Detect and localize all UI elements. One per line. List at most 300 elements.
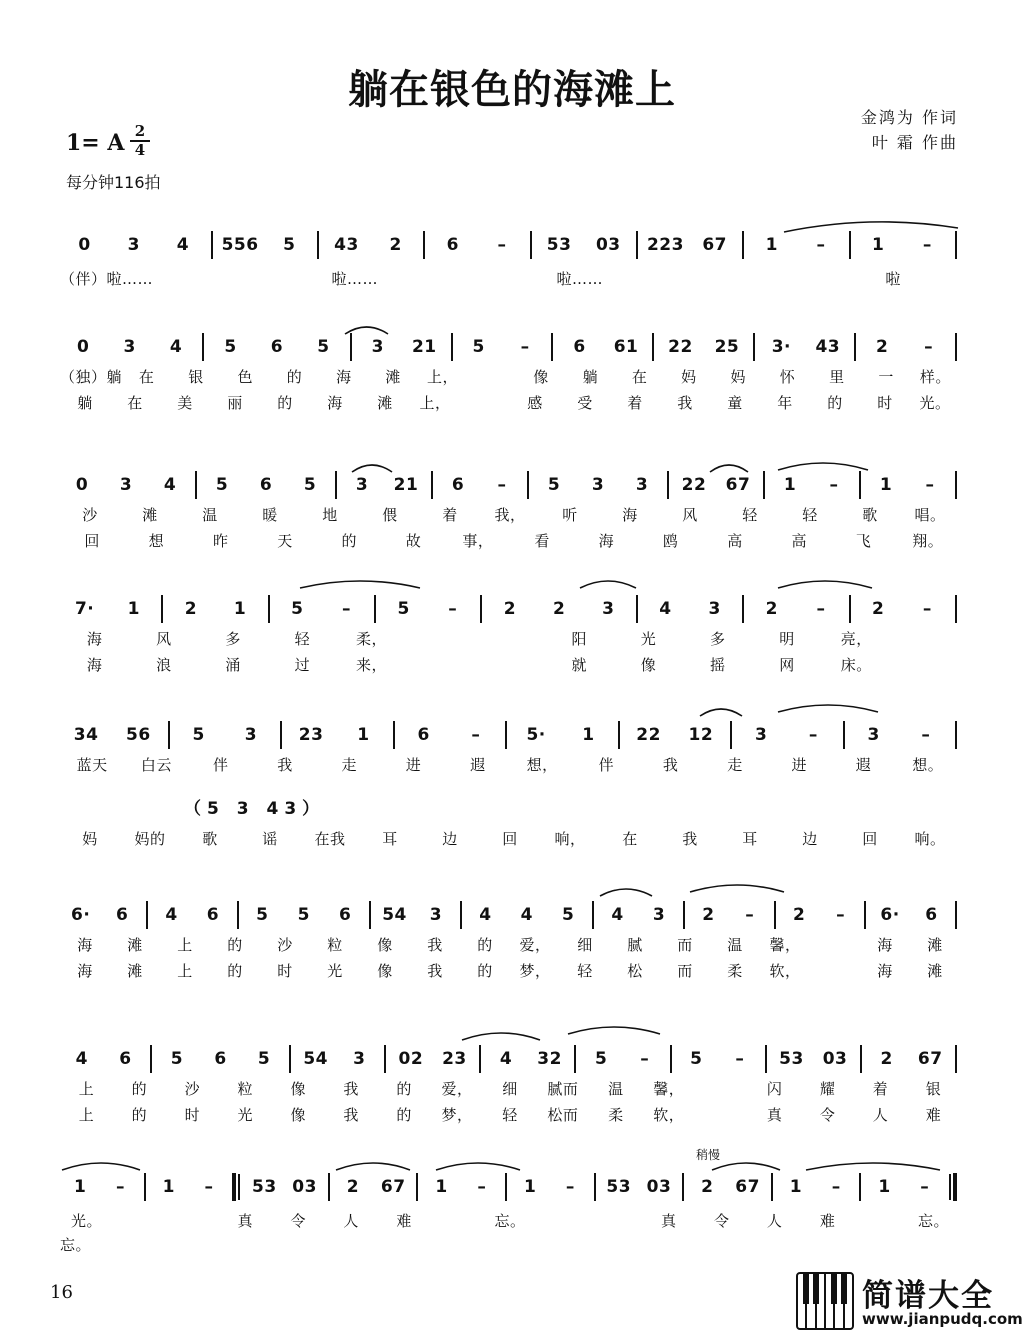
barline [849, 231, 851, 259]
note: 3· [771, 337, 791, 357]
barline [955, 333, 957, 361]
note: 23 [442, 1049, 467, 1069]
lyric-syllable: 故 [405, 532, 422, 550]
note: 1 [765, 235, 778, 255]
lyric-syllable: 年 [777, 394, 793, 412]
slur-arc [690, 885, 784, 892]
dash-extension: – [735, 1049, 745, 1069]
note: 4 [165, 905, 178, 925]
note: 6 [446, 235, 459, 255]
lyric-line [60, 392, 960, 413]
lyric-syllable [460, 392, 510, 413]
lyric-syllable: 的 [396, 1080, 412, 1098]
note: 67 [702, 235, 727, 255]
slur-arc [436, 1163, 520, 1170]
note: 53 [546, 235, 572, 255]
note: 2 [701, 1177, 714, 1197]
lyric-line [60, 960, 960, 981]
lyric-syllable: 海 [327, 394, 343, 412]
barline [168, 721, 170, 749]
lyric-syllable: 像 [290, 1106, 306, 1124]
lyric-syllable [467, 268, 512, 289]
barline [505, 721, 507, 749]
dash-extension: – [829, 475, 839, 495]
lyric-syllable: 细 [502, 1080, 518, 1098]
lyric-syllable: 妈 [82, 830, 98, 848]
dash-extension: – [922, 599, 932, 619]
lyric-syllable: 我 [682, 830, 698, 848]
lyric-syllable: 走 [341, 756, 358, 774]
dash-extension: – [471, 725, 481, 745]
lyric-syllable: 海 [86, 630, 103, 648]
lyric-syllable: 明 [779, 630, 795, 648]
barline [854, 333, 856, 361]
lyric-syllable: 像 [377, 936, 393, 954]
lyric-syllable: 在 [127, 394, 143, 412]
barline [859, 471, 861, 499]
lyric-syllable [512, 268, 557, 289]
note: 6 [338, 905, 352, 925]
lyric-syllable: 像 [533, 368, 549, 386]
lyric-syllable [810, 960, 860, 981]
lyricist-credit: 金鸿为 作词 [860, 108, 958, 127]
lyric-syllable: 听 [562, 506, 578, 524]
note: 2 [765, 599, 778, 619]
dash-extension: – [497, 235, 507, 255]
dash-extension: – [924, 337, 934, 357]
lyric-syllable: 妈的 [134, 830, 166, 848]
lyric-syllable: 像 [290, 1080, 306, 1098]
note: 3 [652, 905, 666, 925]
lyric-syllable: 的 [827, 394, 843, 412]
barline [765, 1045, 767, 1073]
lyric-line [60, 1078, 960, 1099]
lyric-syllable [475, 628, 544, 649]
lyric-syllable: 天 [277, 532, 293, 550]
note: 1 [582, 725, 595, 745]
lyric-syllable: 丽 [227, 394, 243, 412]
barline [594, 1173, 596, 1201]
lyric-syllable: 的 [341, 532, 358, 550]
slur-arc [336, 1163, 410, 1170]
lyric-syllable: 飞 [855, 532, 872, 550]
barline [146, 901, 148, 929]
barline [237, 901, 239, 929]
note: 56 [126, 725, 151, 745]
lyric-syllable: 看 [534, 532, 550, 550]
lyric-syllable [891, 628, 960, 649]
lyric-syllable: 轻 [802, 506, 818, 524]
barline [289, 1045, 291, 1073]
lyric-syllable: 昨 [212, 532, 229, 550]
note: 4 [659, 599, 672, 619]
lyric-syllable [737, 268, 782, 289]
lyric-syllable: 美 [177, 394, 193, 412]
note: 2 [346, 1177, 360, 1197]
lyric-syllable: 躺 [582, 368, 599, 386]
note: 2 [389, 235, 402, 255]
dash-extension: – [921, 725, 931, 745]
lyric-syllable: 而 [677, 962, 693, 980]
dash-extension: – [565, 1177, 575, 1197]
lyric-syllable: 滩 [377, 394, 393, 412]
note: 21 [393, 475, 419, 495]
note: 2 [876, 337, 889, 357]
note: 2 [184, 599, 198, 619]
lyric-syllable: 涌 [225, 656, 241, 674]
note: 21 [411, 337, 437, 357]
barline [416, 1173, 418, 1201]
lyric-line [60, 628, 960, 649]
lyric-syllable: 沙 [277, 936, 293, 954]
lyric-syllable: 的 [477, 936, 493, 954]
barline [384, 1045, 386, 1073]
note: 5 [215, 475, 229, 495]
lyric-syllable: 松 [627, 962, 643, 980]
barline [551, 333, 553, 361]
dash-extension: – [497, 475, 507, 495]
lyric-syllable: 歌 [862, 506, 878, 524]
lyric-syllable: 滩 [927, 936, 943, 954]
lyric-syllable [891, 654, 960, 675]
note: 2 [552, 599, 566, 619]
slur-arc [600, 889, 652, 896]
slur-arc [568, 1027, 660, 1034]
barline [955, 231, 957, 259]
lyric-syllable: 走 [727, 756, 743, 774]
barline [670, 1045, 672, 1073]
barline [860, 1045, 862, 1073]
lyric-syllable: 而 [677, 936, 693, 954]
lyric-syllable: 的 [131, 1080, 148, 1098]
lyric-syllable: 海 [77, 936, 93, 954]
dash-extension: – [925, 475, 935, 495]
barline [505, 1173, 507, 1201]
time-signature [130, 124, 150, 158]
barline [864, 901, 866, 929]
note: 5 [291, 599, 304, 619]
lyric-syllable: 海 [622, 506, 638, 524]
lyric-line [60, 268, 960, 289]
lyric-syllable: 回 [502, 830, 518, 848]
note: 7· [74, 599, 95, 619]
note: 4 [520, 905, 533, 925]
lyric-syllable: 上 [78, 1106, 95, 1124]
composer-credit: 叶 霜 作曲 [871, 133, 958, 152]
dash-extension: – [115, 1177, 125, 1197]
note: 5 [283, 235, 296, 255]
lyric-syllable: 蓝天 [76, 756, 108, 774]
lyric-syllable: 着 [872, 1080, 889, 1098]
slur-arc [778, 705, 878, 712]
lyric-syllable [648, 268, 693, 289]
note: 3 [635, 475, 649, 495]
dash-extension: – [745, 905, 755, 925]
slur-arc [700, 709, 742, 716]
note: 6 [206, 905, 220, 925]
lyric-syllable: 啦 [885, 270, 901, 288]
lyric-syllable: 难 [396, 1212, 412, 1230]
lyric-syllable: 温 [202, 506, 218, 524]
dash-extension: – [204, 1177, 214, 1197]
note: 6 [119, 1049, 132, 1069]
lyric-syllable [695, 1078, 748, 1099]
lyric-syllable: （伴）啦…… [60, 270, 154, 288]
lyric-syllable: 多 [225, 630, 241, 648]
lyric-syllable: 一 [878, 368, 894, 386]
lyric-syllable [406, 654, 475, 675]
slur-arc [778, 581, 872, 588]
note: 34 [73, 725, 99, 745]
note: 1 [789, 1177, 803, 1197]
lyric-syllable: 温 [608, 1080, 624, 1098]
note: 6 [451, 475, 465, 495]
lyric-syllable: 软， [769, 962, 801, 980]
lyric-syllable: 的 [277, 394, 293, 412]
note: 1 [523, 1177, 537, 1197]
lyric-syllable [198, 268, 243, 289]
final-barline [953, 1173, 957, 1201]
lyric-syllable: 高 [727, 532, 743, 550]
lyric-syllable [695, 1104, 748, 1125]
lyric-syllable: 在 [622, 830, 638, 848]
dash-extension: – [831, 1177, 841, 1197]
lyric-syllable: 人 [343, 1212, 359, 1230]
lyric-syllable: 浪 [156, 656, 172, 674]
note: 223 [646, 235, 684, 255]
lyric-syllable: 难 [925, 1106, 942, 1124]
notation-row [60, 592, 960, 626]
note: 32 [537, 1049, 562, 1069]
note: 03 [292, 1177, 317, 1197]
lyric-syllable [378, 268, 423, 289]
lyric-syllable: 滩 [385, 368, 401, 386]
lyric-syllable: 温 [727, 936, 743, 954]
note: 556 [221, 235, 259, 255]
note: 5 [472, 337, 485, 357]
barline [592, 901, 594, 929]
lyric-syllable: 回 [84, 532, 100, 550]
lyric-syllable: 进 [405, 756, 422, 774]
lyric-syllable: 边 [442, 830, 458, 848]
barline [682, 1173, 684, 1201]
barline [849, 595, 851, 623]
note: 67 [380, 1177, 406, 1197]
note: 6· [71, 905, 91, 925]
lyric-syllable: 真 [766, 1106, 783, 1124]
barline [652, 333, 654, 361]
lyric-line [60, 1104, 960, 1125]
lyric-syllable: 多 [709, 630, 726, 648]
lyric-syllable: 馨， [769, 936, 801, 954]
lyric-syllable: 沙 [82, 506, 98, 524]
note: 03 [822, 1049, 848, 1069]
lyric-syllable: 真 [237, 1212, 254, 1230]
note: 3 [754, 725, 768, 745]
lyric-syllable: 事， [462, 532, 494, 550]
lyric-syllable [242, 268, 287, 289]
barline [683, 901, 685, 929]
lyric-syllable: 柔 [727, 962, 743, 980]
lyric-syllable: 里 [829, 368, 845, 386]
lyric-syllable [166, 1210, 219, 1231]
note: 54 [303, 1049, 329, 1069]
note: 4 [163, 475, 177, 495]
note: 3 [353, 1049, 366, 1069]
note: 6 [925, 905, 938, 925]
note: 3 [127, 235, 140, 255]
note: 0 [75, 475, 89, 495]
barline [150, 1045, 152, 1073]
lyric-syllable: 响， [554, 830, 586, 848]
note: 5 [303, 475, 317, 495]
barline [955, 1045, 957, 1073]
note: 22 [636, 725, 661, 745]
lyric-syllable: 上， [419, 394, 451, 412]
note: 53 [779, 1049, 804, 1069]
note: 4 [499, 1049, 513, 1069]
note: 12 [688, 725, 714, 745]
barline [574, 1045, 576, 1073]
note: 3 [123, 337, 136, 357]
lyric-syllable: 沙 [184, 1080, 201, 1098]
time-signature-bottom: 4 [134, 141, 146, 159]
note: 5 [397, 599, 410, 619]
brand-url: www.jianpudq.com [862, 1310, 1023, 1328]
lyric-syllable: 滩 [927, 962, 943, 980]
note: 1 [162, 1177, 175, 1197]
lyric-syllable [692, 268, 737, 289]
lyric-syllable: 细 [577, 936, 593, 954]
barline [636, 595, 638, 623]
barline [742, 595, 744, 623]
note: 5 [562, 905, 575, 925]
lyric-syllable: 着 [442, 506, 458, 524]
lyric-syllable: 像 [377, 962, 393, 980]
note: 61 [613, 337, 639, 357]
slur-arc [712, 1163, 780, 1170]
barline [374, 595, 376, 623]
lyric-syllable: 软， [653, 1106, 685, 1124]
lyric-syllable: 歌 [202, 830, 218, 848]
note: 03 [646, 1177, 672, 1197]
barline [753, 333, 755, 361]
barline [667, 471, 669, 499]
note: 4 [479, 905, 492, 925]
lyric-syllable: 翔。 [912, 532, 944, 550]
note: 5 [224, 337, 237, 357]
note: 5 [256, 905, 269, 925]
note: 2 [871, 599, 885, 619]
barline [195, 471, 197, 499]
lyric-syllable: 在 [631, 368, 648, 386]
barline [859, 1173, 861, 1201]
lyric-syllable [431, 1210, 484, 1231]
lyric-syllable [603, 268, 648, 289]
barline [431, 471, 433, 499]
note: 5 [547, 475, 561, 495]
lyric-syllable: 伴 [598, 756, 615, 774]
lyric-syllable: 令 [713, 1212, 730, 1230]
lyric-syllable: 轻 [742, 506, 758, 524]
note: 6 [115, 905, 129, 925]
lyric-syllable: 阳 [571, 630, 588, 648]
lyric-syllable: 的 [227, 962, 243, 980]
lyric-syllable: 上， [426, 368, 458, 386]
lyric-syllable: 的 [131, 1106, 148, 1124]
page-number: 16 [50, 1282, 73, 1303]
tempo-marking: 每分钟116拍 [66, 173, 161, 192]
lyric-syllable: 遐 [855, 756, 872, 774]
notation-row [60, 330, 960, 364]
lyric-syllable: 忘。 [917, 1212, 949, 1230]
barline [144, 1173, 146, 1201]
slur-arc [300, 581, 420, 588]
lyric-syllable: 想 [148, 532, 165, 550]
note: 6 [214, 1049, 227, 1069]
barline [317, 231, 319, 259]
lyric-line [60, 366, 960, 387]
lyric-syllable: 馨， [653, 1080, 685, 1098]
note: 1 [233, 599, 247, 619]
note: 6 [259, 475, 273, 495]
lyric-syllable: 童 [727, 394, 743, 412]
note: 67 [725, 475, 751, 495]
note: 2 [702, 905, 715, 925]
lyric-syllable: 柔， [356, 630, 388, 648]
barline [955, 721, 957, 749]
slur-arc [580, 581, 636, 588]
note: 3 [708, 599, 721, 619]
lyric-line [60, 654, 960, 675]
lyric-syllable: 遐 [470, 756, 486, 774]
lyric-syllable [826, 268, 871, 289]
lyric-syllable: 鸥 [662, 532, 679, 550]
lyric-syllable: 着 [627, 394, 643, 412]
barline [335, 471, 337, 499]
note: 3 [429, 905, 443, 925]
lyric-syllable: 妈 [681, 368, 697, 386]
slur-arc [62, 1163, 140, 1170]
notation-row [60, 468, 960, 502]
lyric-syllable: 耀 [819, 1080, 836, 1098]
note: 4 [611, 905, 624, 925]
lyric-syllable: 在 [138, 368, 155, 386]
lyric-line-extra: 忘。 [60, 1236, 92, 1254]
lyric-syllable: 伴 [212, 756, 229, 774]
dash-extension: – [920, 1177, 930, 1197]
note: 67 [917, 1049, 943, 1069]
lyric-syllable: 响。 [914, 830, 946, 848]
lyric-syllable: 真 [661, 1212, 677, 1230]
lyric-syllable: 银 [188, 368, 204, 386]
barline [530, 231, 532, 259]
key-signature: 1= A [66, 130, 125, 156]
note: 25 [714, 337, 740, 357]
barline [451, 333, 453, 361]
lyric-syllable: 滩 [127, 962, 143, 980]
note: 1 [435, 1177, 448, 1197]
lyric-syllable: 粒 [237, 1080, 254, 1098]
lyric-syllable: 人 [872, 1106, 889, 1124]
note: 23 [298, 725, 324, 745]
note: 4 [75, 1049, 88, 1069]
brand-logo [796, 1270, 1023, 1332]
piano-keys-icon [796, 1272, 854, 1330]
barline [618, 721, 620, 749]
note: 54 [382, 905, 407, 925]
lyric-syllable: 上 [177, 936, 193, 954]
